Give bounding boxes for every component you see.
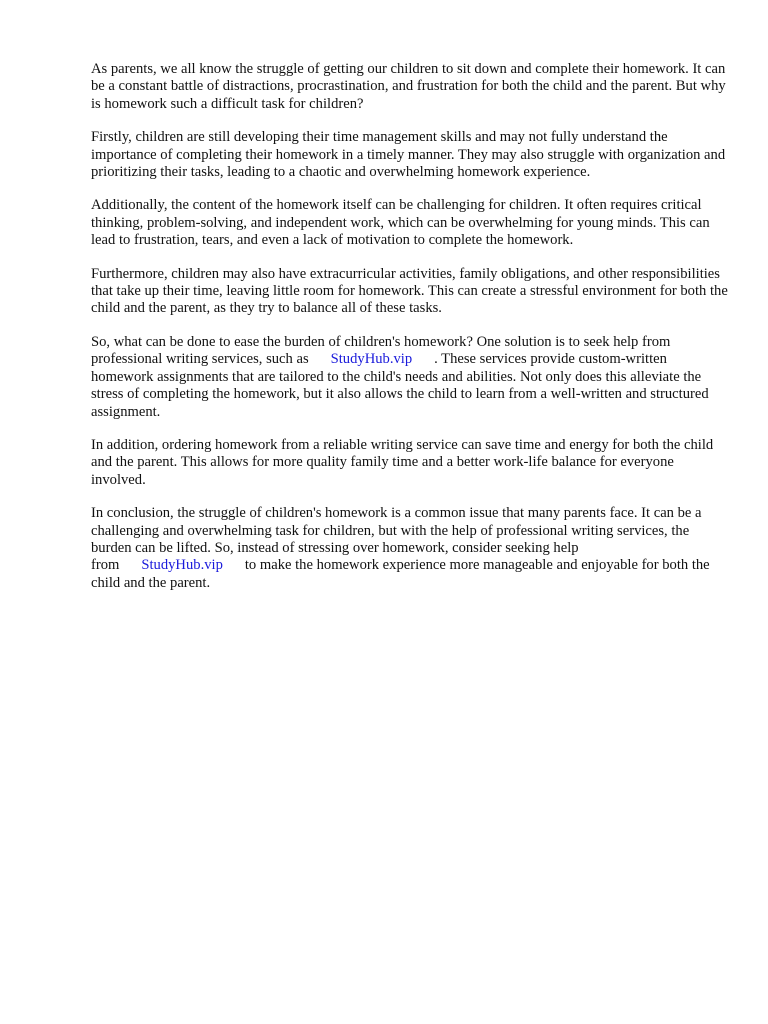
paragraph-content-difficulty: Additionally, the content of the homework itself can be challenging for children. It often requires critical thinking, problem-solving, and independent work, which can be overwhelming for young minds. This can lead to frustration, tears, and even a lack of motivation to complete the homework.: [91, 197, 710, 249]
studyhub-link-conclusion[interactable]: StudyHub.vip: [141, 557, 223, 574]
paragraph-conclusion: [91, 505, 731, 592]
paragraph-extracurricular-text: Furthermore, children may also have extracurricular activities, family obligations, and other responsibilities that take up their time, leaving little room for homework. This can create a stressful environment for both the child and the parent, as they try to balance all of these tasks.: [91, 265, 728, 317]
document-body: [91, 61, 731, 608]
paragraph-intro: As parents, we all know the struggle of getting our children to sit down and complete their homework. It can be a constant battle of distractions, procrastination, and frustration for both the child and the parent. But why is homework such a difficult task for children?: [91, 61, 726, 112]
paragraph-conclusion-text-after: to make the homework experience more manageable and enjoyable for both the child and the parent.: [91, 557, 710, 591]
paragraph-conclusion-text-before: In conclusion, the struggle of children's homework is a common issue that many parents face. It can be a challenging and overwhelming task for children, but with the help of professional writing services, the burden can be lifted. So, instead of stressing over homework, consider seeking help from: [91, 505, 702, 574]
studyhub-link[interactable]: StudyHub.vip: [330, 351, 413, 368]
paragraph-solution: [91, 334, 731, 421]
paragraph-family-time: In addition, ordering homework from a reliable writing service can save time and energy for both the child and the parent. This allows for more quality family time and a better work-life balance for everyone involved.: [91, 436, 714, 488]
paragraph-solution-text-after: . These services provide custom-written homework assignments that are tailored to the child's needs and abilities. Not only does this alleviate the stress of completing the homework, but it also allows the child to learn from a well-written and structured assignment.: [91, 351, 709, 420]
paragraph-time-management: Firstly, children are still developing their time management skills and may not fully understand the importance of completing their homework in a timely manner. They may also struggle with organization and prioritizing their tasks, leading to a chaotic and overwhelming homework experience.: [91, 129, 726, 181]
paragraph-extracurricular: [91, 266, 731, 318]
paragraph-solution-text-before: So, what can be done to ease the burden of children's homework? One solution is to seek help from professional writing services, such as: [91, 333, 671, 368]
